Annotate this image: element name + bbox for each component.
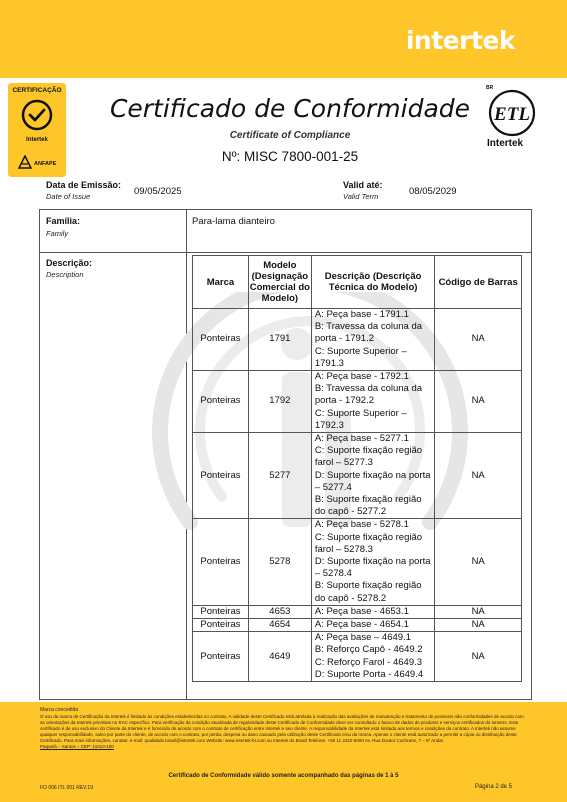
legal-notice — [40, 714, 528, 750]
divider — [39, 209, 40, 700]
description-label: Descrição: — [46, 258, 93, 268]
description-line: 1791.3 — [314, 357, 344, 369]
certificate-number: Nº: MISC 7800-001-25 — [221, 149, 359, 164]
legal-address: Paquetá – Santos – CEP: 11013-100 — [40, 744, 114, 749]
cell-brand: Ponteiras — [193, 519, 249, 605]
family-label: Família: — [46, 216, 81, 226]
issue-date-label: Data de Emissão: — [46, 180, 122, 190]
table-row — [193, 619, 522, 632]
intertek-logo: intertek — [405, 26, 515, 55]
cell-model: 1791 — [248, 309, 311, 371]
description-line: D: Suporte fixação na porta — [314, 556, 431, 568]
description-line: D: Suporte fixação na porta — [314, 469, 431, 481]
issue-date-value: 09/05/2025 — [134, 186, 182, 197]
header-band — [0, 0, 567, 78]
cell-barcode: NA — [435, 519, 522, 605]
cell-description — [311, 632, 434, 682]
description-line: farol – 5278.3 — [314, 543, 373, 555]
badge-partner: ANFAPE — [34, 161, 57, 167]
description-line: C: Suporte Superior – — [314, 407, 407, 419]
etl-mark-icon — [484, 88, 540, 138]
legal-notice-text: O uso da marca de Certificação da Intertek é limitado às condições estabelecidas no contrato. A validade deste Certificado está atrelada à realização das avaliações de manutenção e tratamento de possíveis não conformidades de acordo com as orientações da Intertek previstas no RAC específico. Para verificação da condição atualizada de regularidade deste Certificado de Conformidade deve ser consultado o banco de dados de produtos e serviços certificados do Inmetro. Este certificado é de uso exclusivo do Cliente da Intertek e é fornecido de acordo com o contrato de certificação entre Intertek e seu cliente. A responsabilidade da Intertek está limitada aos termos e condições do contrato. A Intertek não assume qualquer responsabilidade, salvo por parte do cliente, de acordo com o contrato, por perda, despesa ou dano causado pela utilização deste Certificado e/ou da marca. Apenas o cliente está autorizado a permitir a cópia ou distribuição deste Certificado. Para mais informações, contate: e-mail: qualidade.brasil@intertek.com Website: www.intertek-br.com ou Intertek do Brasil Telefone: +55 11 2322-8000 Av. Rua Doutor Cochrane, 7 – 6º Andar — [40, 714, 524, 743]
form-code: FO 006 ITL 001 REV.19 — [40, 785, 93, 791]
etl-caption: Intertek — [487, 138, 524, 149]
description-line: D: Suporte Porta - 4649.4 — [314, 668, 424, 680]
divider — [39, 209, 532, 210]
description-line: B: Reforço Capô - 4649.2 — [314, 644, 423, 656]
column-header-barcode: Código de Barras — [435, 256, 522, 309]
cell-model: 4653 — [248, 605, 311, 618]
description-line: C: Suporte fixação região — [314, 445, 423, 457]
table-row — [193, 632, 522, 682]
description-line: C: Suporte Superior – — [314, 345, 407, 357]
column-header-model: Modelo (Designação Comercial do Modelo) — [248, 256, 311, 309]
divider — [531, 209, 532, 700]
description-line: A: Peça base - 5277.1 — [314, 433, 409, 445]
cell-barcode: NA — [435, 309, 522, 371]
table-row — [193, 309, 522, 371]
cell-brand: Ponteiras — [193, 605, 249, 618]
description-line: A: Peça base - 4654.1 — [314, 619, 409, 631]
description-line: 1792.3 — [314, 419, 344, 431]
column-header-description: Descrição (Descrição Técnica do Modelo) — [311, 256, 434, 309]
description-line: A: Peça base - 4653.1 — [314, 605, 409, 617]
description-line: – 5278.4 — [314, 568, 352, 580]
cell-model: 4654 — [248, 619, 311, 632]
description-line: – 5277.4 — [314, 481, 352, 493]
cell-model: 5277 — [248, 433, 311, 519]
column-header-brand: Marca — [193, 256, 249, 309]
description-line: B: Travessa da coluna da — [314, 383, 423, 395]
cell-brand: Ponteiras — [193, 632, 249, 682]
cell-barcode: NA — [435, 371, 522, 433]
cell-description — [311, 619, 434, 632]
cell-model: 1792 — [248, 371, 311, 433]
issue-date-label-en: Date of Issue — [46, 192, 91, 201]
description-line: farol – 5277.3 — [314, 457, 373, 469]
description-line: B: Suporte fixação região — [314, 580, 422, 592]
table-row — [193, 605, 522, 618]
description-label-en: Description — [46, 270, 84, 279]
page-title: Certificado de Conformidade — [109, 94, 471, 123]
valid-date-label: Valid até: — [343, 180, 383, 190]
cell-barcode: NA — [435, 619, 522, 632]
badge-brand: Intertek — [26, 137, 48, 143]
check-seal-icon — [21, 99, 53, 131]
description-line: A: Peça base - 1792.1 — [314, 371, 409, 383]
table-row — [193, 519, 522, 605]
badge-title: CERTIFICAÇÃO — [12, 87, 62, 94]
family-label-en: Family — [46, 229, 69, 238]
certification-badge — [8, 83, 66, 177]
legal-title: Marca concedida — [40, 707, 79, 713]
description-line: A: Peça base – 4649.1 — [314, 632, 411, 644]
valid-date-label-en: Valid Term — [343, 192, 379, 201]
page-subtitle: Certificate of Compliance — [229, 130, 351, 141]
cell-brand: Ponteiras — [193, 619, 249, 632]
description-line: B: Travessa da coluna da — [314, 321, 423, 333]
svg-text:ETL: ETL — [494, 104, 530, 125]
cell-description — [311, 371, 434, 433]
cell-description — [311, 605, 434, 618]
divider — [39, 699, 532, 700]
cell-model: 4649 — [248, 632, 311, 682]
anfape-logo-icon — [18, 155, 32, 169]
description-line: A: Peça base - 1791.1 — [314, 309, 409, 320]
model-table — [192, 255, 522, 682]
divider — [39, 252, 532, 253]
family-value: Para-lama dianteiro — [192, 216, 275, 227]
description-line: porta - 1791.2 — [314, 333, 374, 345]
cell-barcode: NA — [435, 632, 522, 682]
description-line: C: Reforço Farol - 4649.3 — [314, 656, 423, 668]
description-line: porta - 1792.2 — [314, 395, 374, 407]
description-line: C: Suporte fixação região — [314, 531, 423, 543]
cell-description — [311, 433, 434, 519]
page-number: Página 2 de 5 — [474, 784, 512, 790]
cell-description — [311, 309, 434, 371]
cell-brand: Ponteiras — [193, 309, 249, 371]
cell-brand: Ponteiras — [193, 371, 249, 433]
table-header-row — [193, 256, 522, 309]
validity-note: Certificado de Conformidade válido somente acompanhado das páginas de 1 à 5 — [168, 773, 399, 779]
cell-model: 5278 — [248, 519, 311, 605]
cell-barcode: NA — [435, 605, 522, 618]
etl-country: BR — [486, 85, 494, 91]
valid-date-value: 08/05/2029 — [409, 186, 457, 197]
table-row — [193, 433, 522, 519]
description-line: A: Peça base - 5278.1 — [314, 519, 409, 531]
cell-description — [311, 519, 434, 605]
description-line: B: Suporte fixação região — [314, 494, 422, 506]
description-line: do capô - 5277.2 — [314, 506, 387, 518]
table-row — [193, 371, 522, 433]
cell-brand: Ponteiras — [193, 433, 249, 519]
cell-barcode: NA — [435, 433, 522, 519]
description-line: do capô - 5278.2 — [314, 592, 387, 604]
